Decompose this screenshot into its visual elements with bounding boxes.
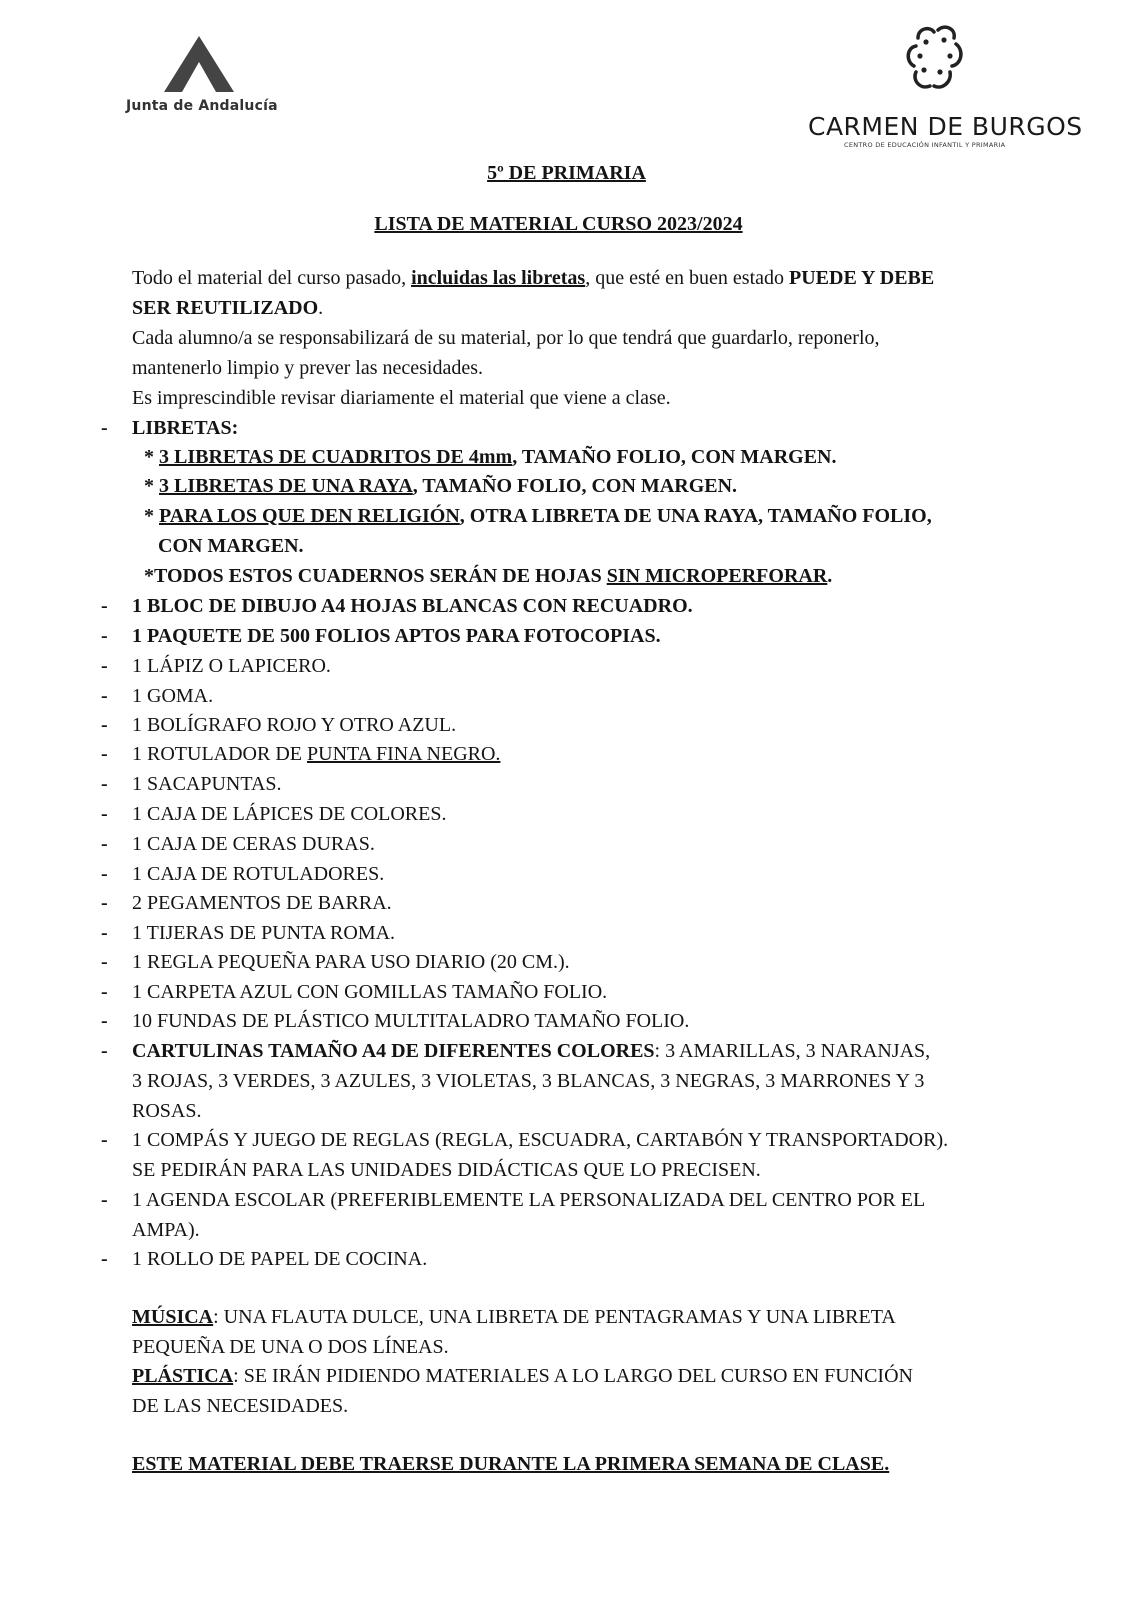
intro-line-5: Es imprescindible revisar diariamente el material que viene a clase. (132, 387, 671, 409)
intro-emphasis: PUEDE Y DEBE (789, 267, 935, 289)
intro-line-4: mantenerlo limpio y prever las necesidades. (132, 357, 483, 379)
junta-name: Junta de Andalucía (126, 98, 278, 114)
list-item: 1 COMPÁS Y JUEGO DE REGLAS (REGLA, ESCUADRA, CARTABÓN Y TRANSPORTADOR). (132, 1129, 949, 1151)
intro-text: Todo el material del curso pasado, (132, 267, 412, 289)
list-item: 1 REGLA PEQUEÑA PARA USO DIARIO (20 CM.). (132, 951, 570, 973)
list-item: 1 AGENDA ESCOLAR (PREFERIBLEMENTE LA PERSONALIZADA DEL CENTRO POR EL (132, 1189, 926, 1211)
school-subtitle: CENTRO DE EDUCACIÓN INFANTIL Y PRIMARIA (844, 141, 1006, 149)
list-bullet: - (101, 655, 108, 677)
intro-text: , que esté en buen estado (585, 267, 790, 289)
list-item: 1 SACAPUNTAS. (132, 773, 282, 795)
list-item: 1 CARPETA AZUL CON GOMILLAS TAMAÑO FOLIO. (132, 981, 608, 1003)
list-item-cont: SE PEDIRÁN PARA LAS UNIDADES DIDÁCTICAS QUE LO PRECISEN. (132, 1159, 761, 1181)
musica-line-1: MÚSICA: UNA FLAUTA DULCE, UNA LIBRETA DE PENTAGRAMAS Y UNA LIBRETA (132, 1306, 896, 1328)
list-item: 1 ROLLO DE PAPEL DE COCINA. (132, 1248, 428, 1270)
list-bullet: - (101, 625, 108, 647)
list-item: 1 ROTULADOR DE PUNTA FINA NEGRO. (132, 743, 501, 765)
list-bullet: - (101, 685, 108, 707)
intro-line-1 (132, 264, 934, 292)
list-bullet: - (101, 1248, 108, 1270)
list-bullet: - (101, 417, 108, 439)
intro-emphasis: incluidas las libretas (411, 267, 586, 289)
plastica-line-2: DE LAS NECESIDADES. (132, 1395, 349, 1417)
libretas-label: LIBRETAS: (132, 417, 239, 439)
grade-title: 5º DE PRIMARIA (487, 162, 646, 184)
school-emblem-icon (904, 20, 968, 102)
junta-emblem-icon (164, 36, 234, 92)
list-item-cont: 3 ROJAS, 3 VERDES, 3 AZULES, 3 VIOLETAS, 3 BLANCAS, 3 NEGRAS, 3 MARRONES Y 3 (132, 1070, 925, 1092)
libretas-item-3: * PARA LOS QUE DEN RELIGIÓN, OTRA LIBRETA DE UNA RAYA, TAMAÑO FOLIO, (144, 505, 932, 527)
list-item: 2 PEGAMENTOS DE BARRA. (132, 892, 392, 914)
list-item: 1 CAJA DE LÁPICES DE COLORES. (132, 803, 447, 825)
list-bullet: - (101, 833, 108, 855)
musica-line-2: PEQUEÑA DE UNA O DOS LÍNEAS. (132, 1336, 449, 1358)
list-bullet: - (101, 863, 108, 885)
list-bullet: - (101, 1189, 108, 1211)
list-bullet: - (101, 1129, 108, 1151)
list-item: 10 FUNDAS DE PLÁSTICO MULTITALADRO TAMAÑO FOLIO. (132, 1010, 690, 1032)
cartulinas-label: CARTULINAS TAMAÑO A4 DE DIFERENTES COLORES (132, 1040, 655, 1062)
junta-logo (122, 36, 282, 120)
list-item-cont: AMPA). (132, 1219, 200, 1241)
school-logo (808, 20, 1083, 155)
musica-label: MÚSICA (132, 1306, 214, 1328)
list-bullet: - (101, 922, 108, 944)
list-bullet: - (101, 951, 108, 973)
plastica-label: PLÁSTICA (132, 1365, 234, 1387)
list-item: 1 CAJA DE ROTULADORES. (132, 863, 385, 885)
plastica-line-1: PLÁSTICA: SE IRÁN PIDIENDO MATERIALES A LO LARGO DEL CURSO EN FUNCIÓN (132, 1365, 913, 1387)
list-bullet: - (101, 981, 108, 1003)
list-item: 1 BOLÍGRAFO ROJO Y OTRO AZUL. (132, 714, 457, 736)
libretas-item-1: * 3 LIBRETAS DE CUADRITOS DE 4mm, TAMAÑO FOLIO, CON MARGEN. (144, 446, 837, 468)
list-item: CARTULINAS TAMAÑO A4 DE DIFERENTES COLORES: 3 AMARILLAS, 3 NARANJAS, (132, 1040, 931, 1062)
libretas-item-4: *TODOS ESTOS CUADERNOS SERÁN DE HOJAS SIN MICROPERFORAR. (144, 565, 833, 587)
libretas-item-3-cont: CON MARGEN. (158, 535, 304, 557)
list-bullet: - (101, 773, 108, 795)
list-bullet: - (101, 743, 108, 765)
final-notice: ESTE MATERIAL DEBE TRAERSE DURANTE LA PRIMERA SEMANA DE CLASE. (132, 1453, 890, 1475)
list-item: 1 LÁPIZ O LAPICERO. (132, 655, 331, 677)
list-item: 1 TIJERAS DE PUNTA ROMA. (132, 922, 396, 944)
list-item: 1 CAJA DE CERAS DURAS. (132, 833, 375, 855)
list-bullet: - (101, 803, 108, 825)
list-item: 1 PAQUETE DE 500 FOLIOS APTOS PARA FOTOCOPIAS. (132, 625, 661, 647)
libretas-item-2: * 3 LIBRETAS DE UNA RAYA, TAMAÑO FOLIO, CON MARGEN. (144, 475, 738, 497)
list-bullet: - (101, 714, 108, 736)
list-bullet: - (101, 595, 108, 617)
intro-line-2 (132, 294, 323, 322)
list-bullet: - (101, 892, 108, 914)
list-item-cont: ROSAS. (132, 1100, 202, 1122)
intro-line-3: Cada alumno/a se responsabilizará de su material, por lo que tendrá que guardarlo, reponerlo, (132, 327, 880, 349)
intro-emphasis: SER REUTILIZADO (132, 297, 319, 319)
intro-text: . (318, 297, 324, 319)
list-bullet: - (101, 1040, 108, 1062)
list-title: LISTA DE MATERIAL CURSO 2023/2024 (374, 213, 743, 235)
list-item: 1 GOMA. (132, 685, 214, 707)
school-name: CARMEN DE BURGOS (808, 112, 1083, 141)
list-bullet: - (101, 1010, 108, 1032)
list-item: 1 BLOC DE DIBUJO A4 HOJAS BLANCAS CON RECUADRO. (132, 595, 693, 617)
